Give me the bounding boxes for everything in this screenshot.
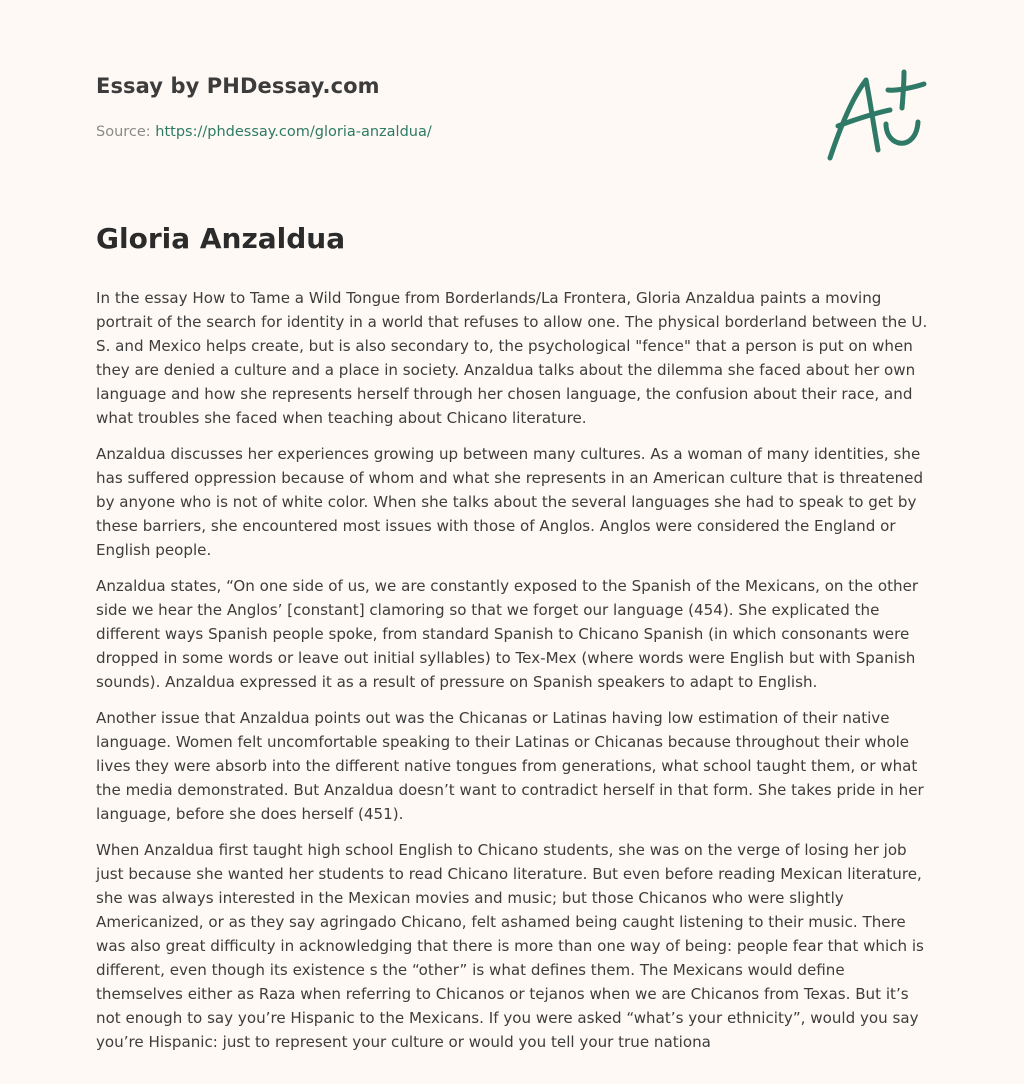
- essay-title: Gloria Anzaldua: [96, 222, 346, 255]
- page-header: [96, 74, 928, 140]
- essay-paragraph: In the essay How to Tame a Wild Tongue from Borderlands/La Frontera, Gloria Anzaldua paints a moving portrait of the search for identity in a world that refuses to allow one. The physical borderland between the U. S. and Mexico helps create, but is also secondary to, the psychological "fence" that a person is put on when they are denied a culture and a place in society. Anzaldua talks about the dilemma she faced about her own language and how she represents herself through her chosen language, the confusion about their race, and what troubles she faced when teaching about Chicano literature.: [96, 289, 928, 427]
- source-line: [96, 124, 432, 140]
- site-brand: Essay by PHDessay.com: [96, 74, 380, 98]
- source-link[interactable]: https://phdessay.com/gloria-anzaldua/: [155, 124, 432, 140]
- essay-paragraph: Anzaldua discusses her experiences growing up between many cultures. As a woman of many identities, she has suffered oppression because of whom and what she represents in an American culture that is threatened by anyone who is not of white color. When she talks about the several languages she had to speak to get by these barriers, she encountered most issues with those of Anglos. Anglos were considered the England or English people.: [96, 445, 924, 559]
- essay-paragraph: Another issue that Anzaldua points out was the Chicanas or Latinas having low estimation of their native language. Women felt uncomfortable speaking to their Latinas or Chicanas because throughout their whole lives they were absorb into the different native tongues from generations, what school taught them, or what the media demonstrated. But Anzaldua doesn’t want to contradict herself in that form. She takes pride in her language, before she does herself (451).: [96, 709, 924, 823]
- essay-paragraph: Anzaldua states, “On one side of us, we are constantly exposed to the Spanish of the Mexicans, on the other side we hear the Anglos’ [constant] clamoring so that we forget our language (454). She explicated the different ways Spanish people spoke, from standard Spanish to Chicano Spanish (in which consonants were dropped in some words or leave out initial syllables) to Tex-Mex (where words were English but with Spanish sounds). Anzaldua expressed it as a result of pressure on Spanish speakers to adapt to English.: [96, 577, 919, 691]
- essay-paragraph: When Anzaldua first taught high school English to Chicano students, she was on the verge of losing her job just because she wanted her students to read Chicano literature. But even before reading Mexican literature, she was always interested in the Mexican movies and music; but those Chicanos who were slightly Americanized, or as they say agringado Chicano, felt ashamed being caught listening to their music. There was also great difficulty in acknowledging that there is more than one way of being: people fear that which is different, even though its existence s the “other” is what defines them. The Mexicans would define themselves either as Raza when referring to Chicanos or tejanos when we are Chicanos from Texas. But it’s not enough to say you’re Hispanic to the Mexicans. If you were asked “what’s your ethnicity”, would you say you’re Hispanic: just to represent your culture or would you tell your true nationa: [96, 841, 924, 1051]
- essay-body: [96, 286, 932, 1066]
- a-plus-grade-icon: [818, 64, 928, 164]
- source-label: Source:: [96, 124, 151, 140]
